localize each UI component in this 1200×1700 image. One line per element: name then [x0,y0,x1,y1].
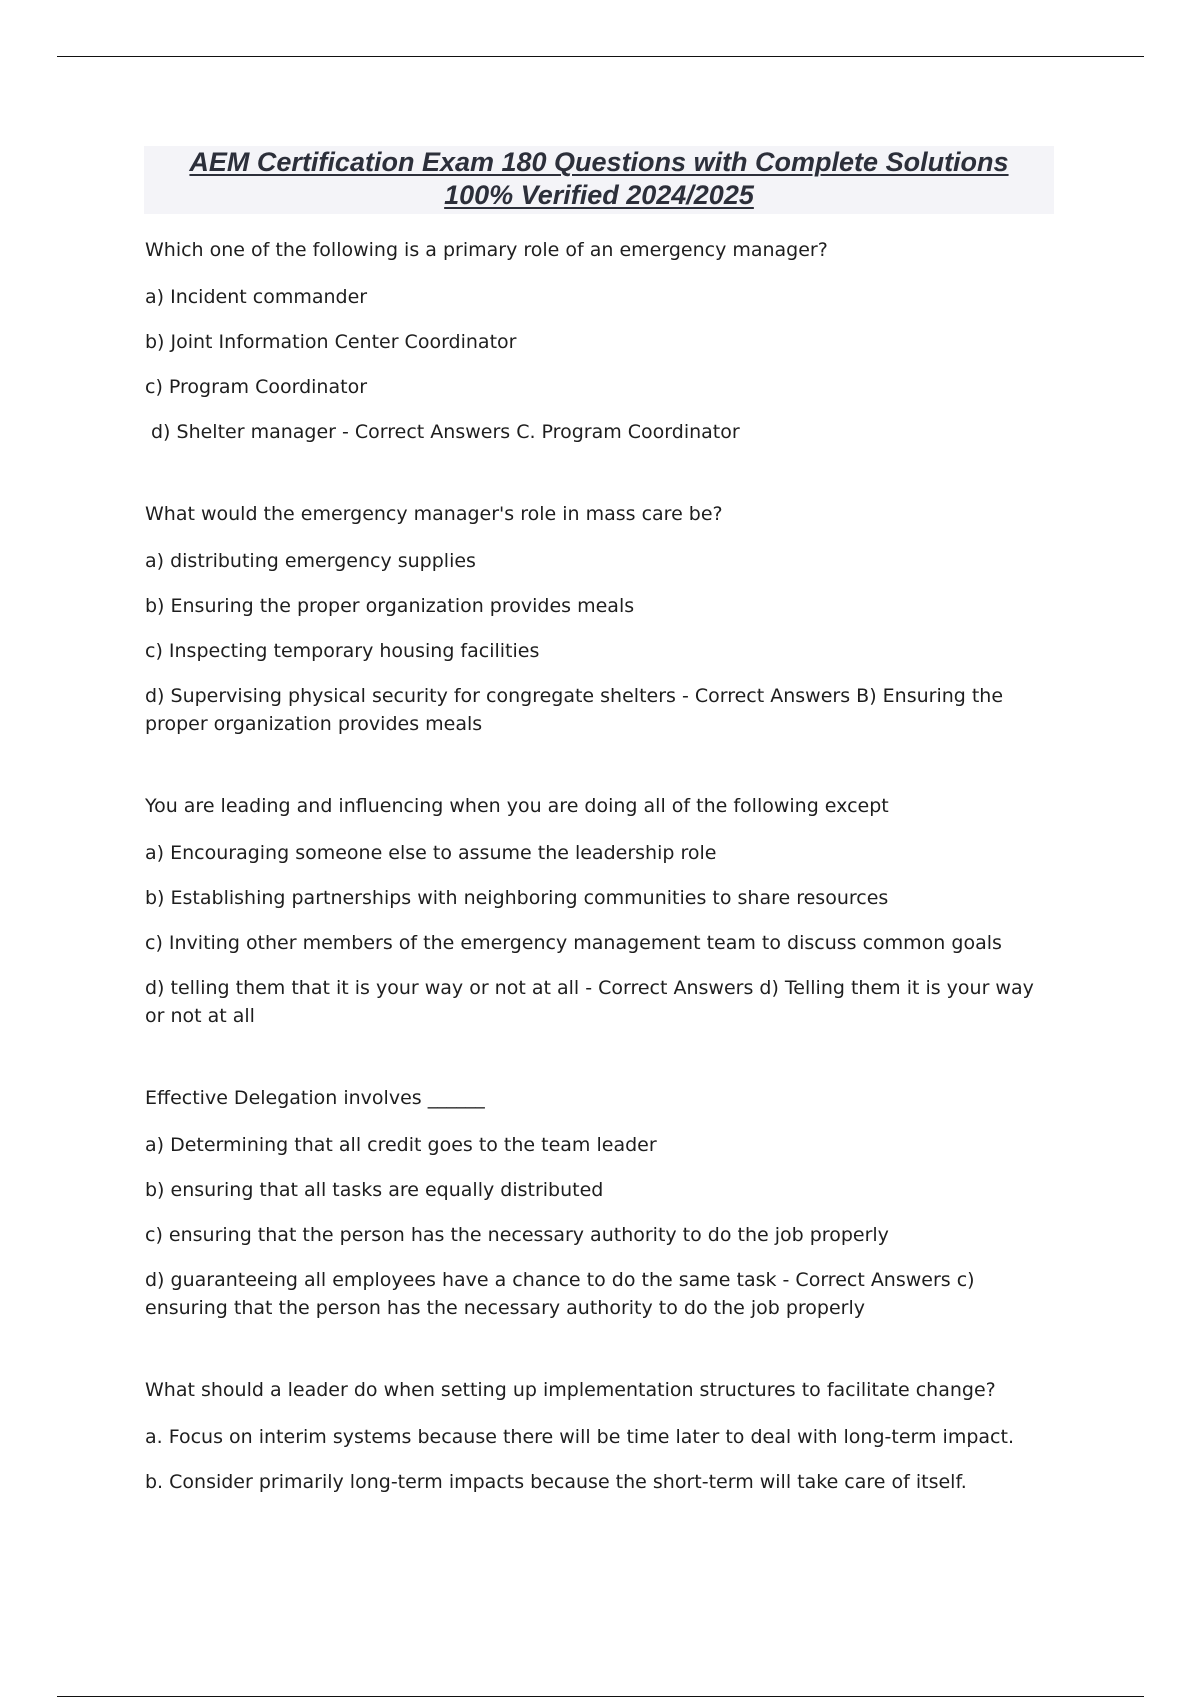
option-a: a) Determining that all credit goes to the team leader [145,1134,657,1156]
option-b: b) Joint Information Center Coordinator [145,331,517,353]
document-title [144,146,1054,214]
question-spacer [145,1030,1050,1084]
option-d-with-answer: d) Shelter manager - Correct Answers C. Program Coordinator [151,421,740,443]
question-stem: Effective Delegation involves ______ [145,1087,485,1109]
question-3 [145,792,1050,1030]
header-rule [57,56,1144,57]
question-stem: What would the emergency manager's role in mass care be? [145,503,723,525]
option-a: a) Incident commander [145,286,368,308]
question-spacer [145,1322,1050,1376]
option-c: c) ensuring that the person has the necessary authority to do the job properly [145,1224,889,1246]
option-b: b. Consider primarily long-term impacts because the short-term will take care of itself. [145,1471,967,1493]
option-b: b) Establishing partnerships with neighboring communities to share resources [145,887,889,909]
option-a: a) distributing emergency supplies [145,550,476,572]
question-5 [145,1376,1050,1496]
question-2 [145,500,1050,738]
question-list [145,236,1050,1496]
option-d-with-answer: d) guaranteeing all employees have a chance to do the same task - Correct Answers c) ensuring that the person has the necessary authority to do the job properly [145,1269,975,1319]
question-1 [145,236,1050,446]
option-d-with-answer: d) telling them that it is your way or not at all - Correct Answers d) Telling them it is your way or not at all [145,977,1034,1027]
title-line-1: AEM Certification Exam 180 Questions with Complete Solutions [189,147,1009,177]
question-4 [145,1084,1050,1322]
option-c: c) Inviting other members of the emergency management team to discuss common goals [145,932,1002,954]
footer-rule [57,1696,1144,1697]
question-stem: Which one of the following is a primary role of an emergency manager? [145,239,828,261]
option-a: a) Encouraging someone else to assume the leadership role [145,842,717,864]
option-b: b) Ensuring the proper organization provides meals [145,595,635,617]
question-stem: What should a leader do when setting up implementation structures to facilitate change? [145,1379,996,1401]
title-line-2: 100% Verified 2024/2025 [444,180,754,210]
option-a: a. Focus on interim systems because there will be time later to deal with long-term impact. [145,1426,1014,1448]
question-stem: You are leading and influencing when you are doing all of the following except [145,795,889,817]
question-spacer [145,738,1050,792]
question-spacer [145,446,1050,500]
option-d-with-answer: d) Supervising physical security for congregate shelters - Correct Answers B) Ensuring the proper organization provides meals [145,685,1004,735]
option-c: c) Inspecting temporary housing facilities [145,640,540,662]
option-c: c) Program Coordinator [145,376,368,398]
option-b: b) ensuring that all tasks are equally distributed [145,1179,604,1201]
